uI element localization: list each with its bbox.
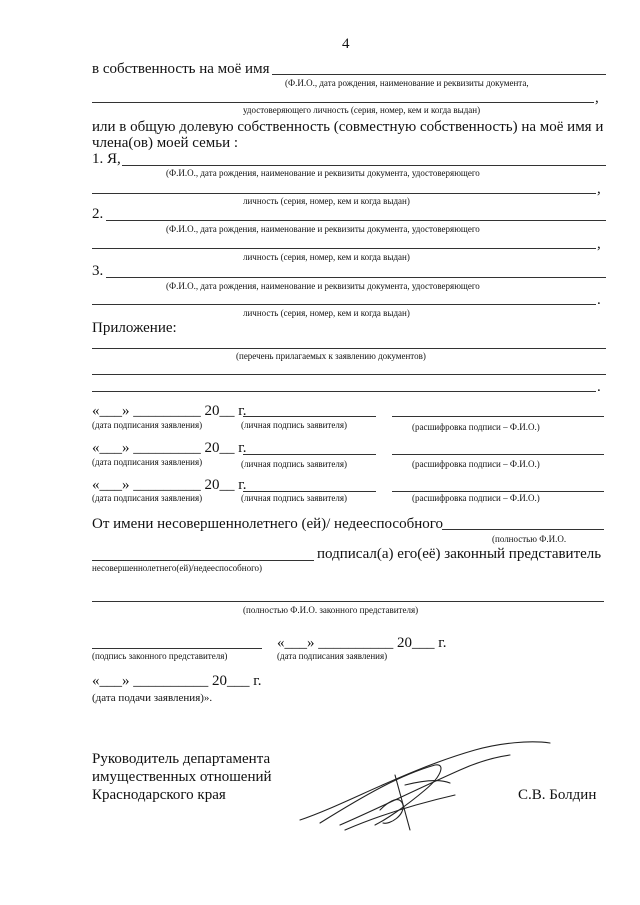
owner-hint-1: (Ф.И.О., дата рождения, наименование и реквизиты документа, (285, 78, 529, 88)
owner-name-line[interactable] (272, 74, 606, 75)
attachment-line-1[interactable] (92, 348, 606, 349)
submission-date: «___» __________ 20___ г. (92, 673, 262, 689)
member-3-end: . (597, 292, 601, 308)
minor-hint-1: (полностью Ф.И.О. (492, 534, 567, 544)
sign-2-date: «___» _________ 20__ г. (92, 440, 247, 456)
shared-ownership-line1: или в общую долевую собственность (совместную собственность) на моё имя и (92, 119, 604, 135)
member-3-name-line[interactable] (106, 277, 606, 278)
minor-label: От имени несовершеннолетнего (ей)/ недееспособного (92, 516, 444, 532)
owner-hint-2: удостоверяющего личность (серия, номер, кем и когда выдан) (243, 105, 481, 115)
member-1-label: 1. Я, (92, 151, 121, 167)
representative-date: «___» __________ 20___ г. (277, 635, 447, 651)
member-2-hint-2: личность (серия, номер, кем и когда выдан) (243, 252, 410, 262)
ownership-label: в собственность на моё имя (92, 61, 270, 77)
member-2-end: , (597, 236, 601, 252)
attachment-hint: (перечень прилагаемых к заявлению документов) (236, 351, 426, 361)
sign-2-name-line[interactable] (392, 454, 604, 455)
member-2-name-line[interactable] (106, 220, 606, 221)
sign-1-signature-line[interactable] (243, 416, 376, 417)
member-1-hint-1: (Ф.И.О., дата рождения, наименование и реквизиты документа, удостоверяющего (166, 168, 480, 178)
sign-3-sign-hint: (личная подпись заявителя) (241, 493, 347, 503)
sign-3-date-hint: (дата подписания заявления) (92, 493, 203, 503)
member-1-doc-line[interactable] (92, 193, 596, 194)
submission-hint: (дата подачи заявления)». (92, 692, 213, 704)
sign-3-signature-line[interactable] (243, 491, 376, 492)
member-2-label: 2. (92, 206, 104, 222)
owner-comma: , (595, 90, 599, 106)
attachment-title: Приложение: (92, 320, 177, 336)
member-1-end: , (597, 181, 601, 197)
representative-name-line[interactable] (92, 601, 604, 602)
representative-hint: (полностью Ф.И.О. законного представителя) (243, 605, 419, 615)
owner-doc-line[interactable] (92, 102, 594, 103)
minor-name-line[interactable] (442, 529, 604, 530)
signer-name: С.В. Болдин (518, 787, 597, 803)
handwritten-signature (285, 735, 555, 835)
member-1-name-line[interactable] (122, 165, 606, 166)
representative-signature-line[interactable] (92, 648, 262, 649)
member-2-hint-1: (Ф.И.О., дата рождения, наименование и реквизиты документа, удостоверяющего (166, 224, 480, 234)
member-3-doc-line[interactable] (92, 304, 596, 305)
member-3-hint-2: личность (серия, номер, кем и когда выдан) (243, 308, 410, 318)
member-3-label: 3. (92, 263, 104, 279)
sign-2-name-hint: (расшифровка подписи – Ф.И.О.) (412, 459, 540, 469)
sign-2-signature-line[interactable] (243, 454, 376, 455)
representative-label: подписал(а) его(её) законный представитель (317, 546, 602, 562)
sign-1-name-line[interactable] (392, 416, 604, 417)
representative-date-hint: (дата подписания заявления) (277, 651, 388, 661)
shared-ownership-line2: члена(ов) моей семьи : (92, 135, 239, 151)
minor-name-line-2[interactable] (92, 560, 314, 561)
attachment-line-2[interactable] (92, 374, 606, 375)
member-1-hint-2: личность (серия, номер, кем и когда выдан) (243, 196, 410, 206)
sign-2-date-hint: (дата подписания заявления) (92, 457, 203, 467)
position-line-3: Краснодарского края (92, 787, 226, 803)
minor-hint-2: несовершеннолетнего(ей)/недееспособного) (92, 563, 263, 573)
attachment-line-3[interactable] (92, 391, 596, 392)
sign-3-date: «___» _________ 20__ г. (92, 477, 247, 493)
sign-1-date-hint: (дата подписания заявления) (92, 420, 203, 430)
position-line-2: имущественных отношений (92, 769, 272, 785)
sign-2-sign-hint: (личная подпись заявителя) (241, 459, 347, 469)
sign-1-sign-hint: (личная подпись заявителя) (241, 420, 347, 430)
attachment-end: . (597, 379, 601, 395)
sign-1-name-hint: (расшифровка подписи – Ф.И.О.) (412, 422, 540, 432)
member-2-doc-line[interactable] (92, 248, 596, 249)
sign-1-date: «___» _________ 20__ г. (92, 403, 247, 419)
page-number: 4 (342, 36, 350, 52)
representative-sign-hint: (подпись законного представителя) (92, 651, 228, 661)
member-3-hint-1: (Ф.И.О., дата рождения, наименование и реквизиты документа, удостоверяющего (166, 281, 480, 291)
position-line-1: Руководитель департамента (92, 751, 271, 767)
sign-3-name-line[interactable] (392, 491, 604, 492)
sign-3-name-hint: (расшифровка подписи – Ф.И.О.) (412, 493, 540, 503)
